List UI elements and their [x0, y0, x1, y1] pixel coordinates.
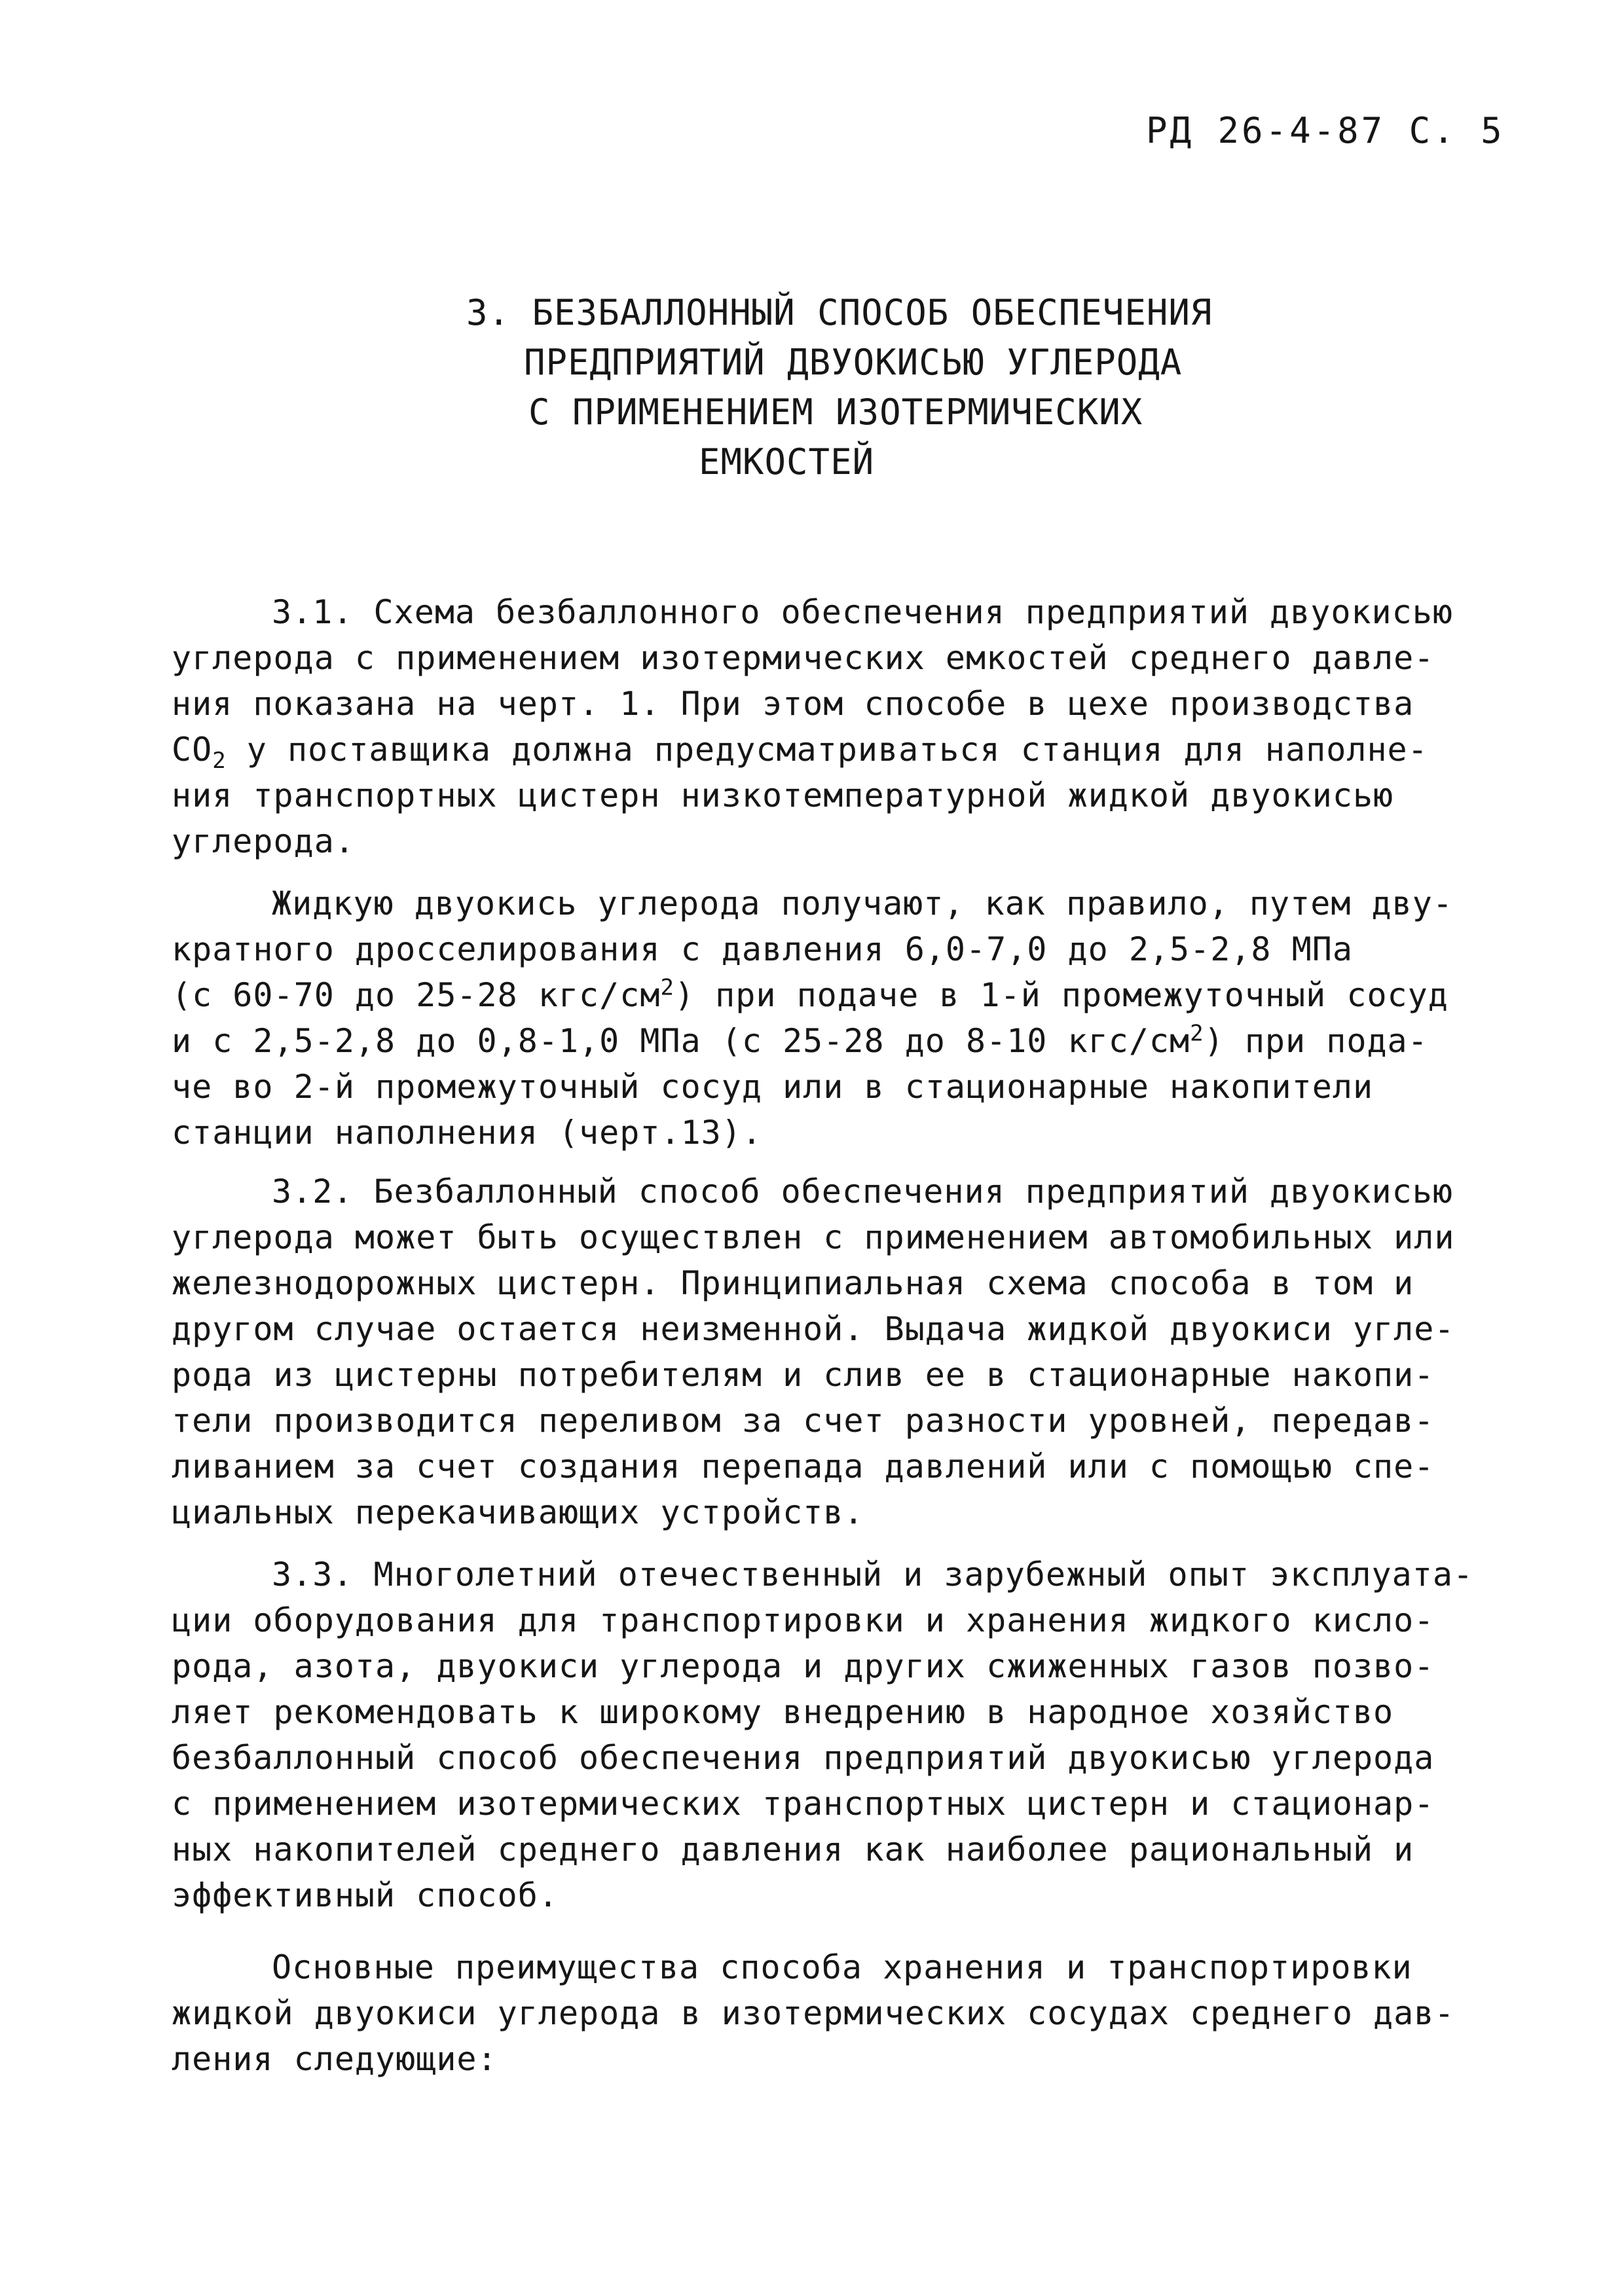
text-line: углерода может быть осуществлен с применением автомобильных или: [172, 1218, 1455, 1256]
text-line: ции оборудования для транспортировки и хранения жидкого кисло-: [172, 1601, 1435, 1639]
text-line: ляет рекомендовать к широкому внедрению в народное хозяйство: [172, 1693, 1394, 1731]
text-line: ных накопителей среднего давления как наиболее рациональный и: [172, 1831, 1414, 1868]
page-number-header: РД 26-4-87 С. 5: [1146, 110, 1505, 151]
text-fragment: ) при подаче в 1-й промежуточный сосуд: [674, 976, 1449, 1014]
text-line: 3.1. Схема безбаллонного обеспечения предприятий двуокисью: [272, 593, 1453, 631]
text-line: эффективный способ.: [172, 1876, 559, 1914]
text-line: другом случае остается неизменной. Выдача жидкой двуокиси угле-: [172, 1310, 1455, 1348]
text-line: ливанием за счет создания перепада давлений или с помощью спе-: [172, 1448, 1435, 1485]
text-line: ния транспортных цистерн низкотемпературной жидкой двуокисью: [172, 776, 1394, 814]
text-line: ления следующие:: [172, 2040, 498, 2078]
text-line: Основные преимущества способа хранения и транспортировки: [272, 1948, 1412, 1986]
text-line: углерода.: [172, 822, 355, 860]
text-line: 3.3. Многолетний отечественный и зарубежный опыт эксплуата-: [272, 1556, 1474, 1594]
superscript: 2: [1190, 1020, 1204, 1047]
text-line: станции наполнения (черт.13).: [172, 1114, 762, 1152]
text-line: че во 2-й промежуточный сосуд или в стационарные накопители: [172, 1068, 1374, 1106]
text-line: тели производится переливом за счет разности уровней, передав-: [172, 1402, 1435, 1440]
text-line: ния показана на черт. 1. При этом способе в цехе производства: [172, 685, 1414, 723]
text-line: циальных перекачивающих устройств.: [172, 1493, 864, 1531]
text-line: углерода с применением изотермических емкостей среднего давле-: [172, 639, 1435, 677]
text-fragment: (с 60-70 до 25-28 кгс/см: [172, 976, 661, 1014]
text-line: с применением изотермических транспортных цистерн и стационар-: [172, 1785, 1435, 1823]
text-line: Жидкую двуокись углерода получают, как правило, путем дву-: [272, 884, 1453, 922]
text-line-with-superscript: [172, 1021, 1428, 1061]
text-line: кратного дросселирования с давления 6,0-7,0 до 2,5-2,8 МПа: [172, 930, 1353, 968]
text-line: рода, азота, двуокиси углерода и других сжиженных газов позво-: [172, 1647, 1435, 1685]
text-fragment: и с 2,5-2,8 до 0,8-1,0 МПа (с 25-28 до 8-10 кгс/см: [172, 1022, 1190, 1060]
text-line: жидкой двуокиси углерода в изотермических сосудах среднего дав-: [172, 1994, 1455, 2032]
text-line-co2: [172, 730, 1428, 774]
co2-symbol: CO: [172, 731, 213, 769]
superscript: 2: [660, 974, 674, 1001]
text-fragment: ) при пода-: [1204, 1022, 1428, 1060]
text-line-with-superscript: [172, 975, 1449, 1015]
text-fragment: у поставщика должна предусматриваться станция для наполне-: [226, 731, 1428, 769]
text-line: рода из цистерны потребителям и слив ее в стационарные накопи-: [172, 1356, 1435, 1394]
title-line-3: С ПРИМЕНЕНИЕМ ИЗОТЕРМИЧЕСКИХ: [528, 392, 1143, 433]
text-line: железнодорожных цистерн. Принципиальная схема способа в том и: [172, 1264, 1414, 1302]
title-line-4: ЕМКОСТЕЙ: [699, 441, 875, 483]
co2-subscript: 2: [212, 748, 227, 774]
text-line: безбаллонный способ обеспечения предприятий двуокисью углерода: [172, 1739, 1435, 1777]
title-line-1: 3. БЕЗБАЛЛОННЫЙ СПОСОБ ОБЕСПЕЧЕНИЯ: [466, 292, 1213, 333]
text-line: 3.2. Безбаллонный способ обеспечения предприятий двуокисью: [272, 1173, 1453, 1211]
title-line-2: ПРЕДПРИЯТИЙ ДВУОКИСЬЮ УГЛЕРОДА: [524, 342, 1183, 383]
